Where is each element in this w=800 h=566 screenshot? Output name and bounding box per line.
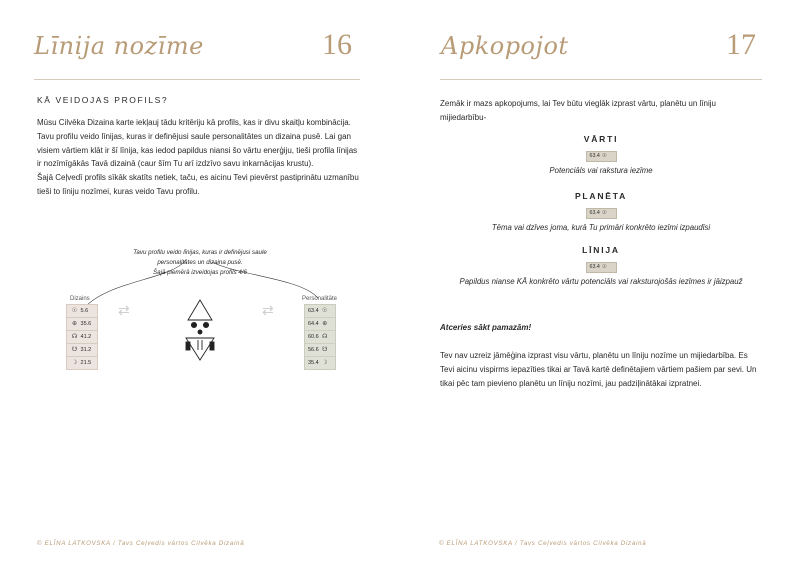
moon-icon: ☽ — [71, 360, 78, 366]
footer: © ELĪNA LATKOVSKA / Tavs Ceļvedis vārtos Cilvēka Dizainā — [439, 540, 647, 547]
section-description: Tēma vai dzīves joma, kurā Tu primāri konkrēto iezīmi izpaudīsi — [491, 223, 711, 232]
page-number: 16 — [322, 28, 352, 61]
intro-text: Zemāk ir mazs apkopojums, lai Tev būtu vieglāk izprast vārtu, planētu un līniju mijiedarbību- — [440, 99, 716, 122]
south-node-icon: ☋ — [71, 347, 78, 353]
sun-icon: ☉ — [601, 153, 607, 159]
section-heading: KĀ VEIDOJAS PROFILS? — [37, 95, 169, 105]
table-row: 63.4 ☉ — [305, 305, 335, 318]
sun-icon: ☉ — [601, 210, 607, 216]
section-description: Potenciāls vai rakstura iezīme — [549, 166, 653, 175]
planet-chip: 63.4 ☉ — [586, 208, 617, 219]
page-number: 17 — [726, 28, 756, 61]
bodygraph-icon — [186, 300, 214, 360]
section-line — [440, 245, 762, 286]
header-divider — [34, 79, 360, 80]
table-row: 60.6 ☊ — [305, 331, 335, 344]
arrow-icon: ⇄ — [118, 302, 130, 318]
earth-icon: ⊕ — [322, 321, 328, 327]
line-chip: 63.4 ☉ — [586, 262, 617, 273]
gate-chip: 63.4 ☉ — [586, 151, 617, 162]
moon-icon: ☽ — [322, 360, 328, 366]
design-label: Dizains — [70, 296, 90, 302]
south-node-icon: ☋ — [322, 347, 328, 353]
table-row: ⊕ 35.6 — [67, 318, 97, 331]
table-row: 64.4 ⊕ — [305, 318, 335, 331]
right-page — [400, 0, 800, 566]
page-title: Apkopojot — [441, 32, 569, 60]
section-description: Papildus nianse KĀ konkrēto vārtu potenciāls vai raksturojošās iezīmes ir jāizpauž — [459, 277, 743, 286]
table-row: 35.4 ☽ — [305, 357, 335, 370]
table-row: 56.6 ☋ — [305, 344, 335, 357]
paragraph: Mūsu Cilvēka Dizaina karte iekļauj tādu kritēriju kā profils, kas ir divu skaitļu kombinācija. — [37, 118, 351, 127]
sun-icon: ☉ — [322, 308, 328, 314]
paragraph: Šajā Ceļvedī profils sīkāk skatīts netiek, taču, es aicinu Tevi pievērst pastiprinātu uzmanību tieši to līniju nozīmei, kuras veido Tavu profilu. — [37, 173, 359, 196]
diagram-caption: Tavu profilu veido līnijas, kuras ir definējusi saule personalitātes un dizaina pusē. Šajā piemērā izveidojas profils 4/6 — [133, 249, 267, 276]
earth-icon: ⊕ — [71, 321, 78, 327]
personality-column — [304, 304, 336, 370]
table-row: ☊ 41.2 — [67, 331, 97, 344]
header-divider — [440, 79, 762, 80]
north-node-icon: ☊ — [322, 334, 328, 340]
section-planet — [440, 191, 762, 232]
note-heading: Atceries sākt pamazām! — [440, 323, 532, 332]
profile-diagram — [0, 240, 400, 370]
sun-icon: ☉ — [601, 264, 607, 270]
sun-icon: ☉ — [71, 308, 78, 314]
page-title: Līnija nozīme — [34, 32, 204, 60]
section-title: VĀRTI — [583, 134, 619, 144]
table-row: ☽ 21.5 — [67, 357, 97, 370]
paragraph: Tavu profilu veido līnijas, kuras ir definējusi saule personalitātes un dizaina pusē. Lai gan visiem vārtiem klāt ir šī līnija, kas iedod papildus niansi šo vārtu enerģiju, tieši profila līnijas ir nozīmīgākās Tavā dizainā (caur šīm Tu arī izdzīvo savu inkarnācijas krustu). — [37, 131, 358, 169]
personality-label: Personalitāte — [302, 296, 338, 302]
footer: © ELĪNA LATKOVSKA / Tavs Ceļvedis vārtos Cilvēka Dizainā — [37, 540, 245, 547]
section-title: PLANĒTA — [574, 191, 628, 201]
north-node-icon: ☊ — [71, 334, 78, 340]
outro-text: Tev nav uzreiz jāmēģina izprast visu vārtu, planētu un līniju nozīme un mijiedarbība. Es Tevi aicinu vispirms iepazīties tikai ar Tavā kartē definētajiem vārtiem pašiem par sevi. Un tikai pēc tam pievieno planētu un līniju nozīmi, jau padziļinātākai izpratnei. — [440, 351, 757, 388]
table-row: ☋ 31.2 — [67, 344, 97, 357]
section-title: LĪNIJA — [582, 245, 620, 255]
arrow-icon: ⇄ — [262, 302, 274, 318]
table-row: ☉ 5.6 — [67, 305, 97, 318]
body-text — [37, 116, 361, 199]
design-column — [66, 304, 98, 370]
section-gates — [440, 134, 762, 175]
